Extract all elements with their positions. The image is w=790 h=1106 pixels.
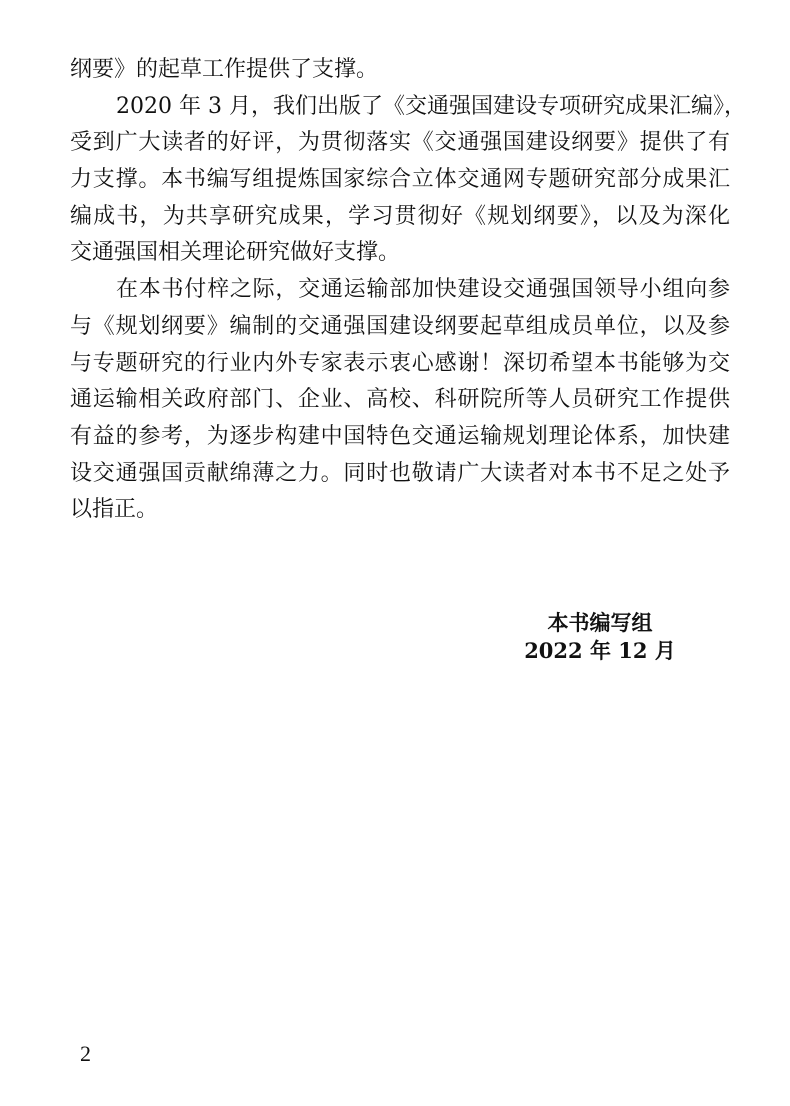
page-number: 2	[80, 1041, 91, 1066]
paragraph-line: 设交通强国贡献绵薄之力。同时也敬请广大读者对本书不足之处予	[70, 460, 730, 486]
paragraph-line: 交通强国相关理论研究做好支撑。	[70, 240, 401, 266]
signature-date: 2022 年 12 月	[524, 638, 676, 663]
paragraph-line: 有益的参考，为逐步构建中国特色交通运输规划理论体系，加快建	[70, 423, 730, 449]
paragraph-line: 在本书付梓之际，交通运输部加快建设交通强国领导小组向参	[116, 277, 730, 303]
paragraph-line: 与专题研究的行业内外专家表示衷心感谢！深切希望本书能够为交	[70, 350, 730, 376]
paragraph-line: 与《规划纲要》编制的交通强国建设纲要起草组成员单位，以及参	[70, 313, 730, 339]
paragraph-line: 通运输相关政府部门、企业、高校、科研院所等人员研究工作提供	[70, 387, 730, 413]
body-text	[70, 52, 746, 529]
paragraph-line: 以指正。	[70, 497, 159, 523]
signature-organization: 本书编写组	[547, 610, 653, 635]
paragraph-line: 力支撑。本书编写组提炼国家综合立体交通网专题研究部分成果汇	[70, 167, 730, 193]
paragraph-line: 2020 年 3 月，我们出版了《交通强国建设专项研究成果汇编》，	[116, 93, 746, 119]
paragraph-line: 编成书，为共享研究成果，学习贯彻好《规划纲要》，以及为深化	[70, 203, 730, 229]
paragraph-line: 纲要》的起草工作提供了支撑。	[70, 57, 379, 82]
paragraph-line: 受到广大读者的好评，为贯彻落实《交通强国建设纲要》提供了有	[70, 130, 730, 156]
